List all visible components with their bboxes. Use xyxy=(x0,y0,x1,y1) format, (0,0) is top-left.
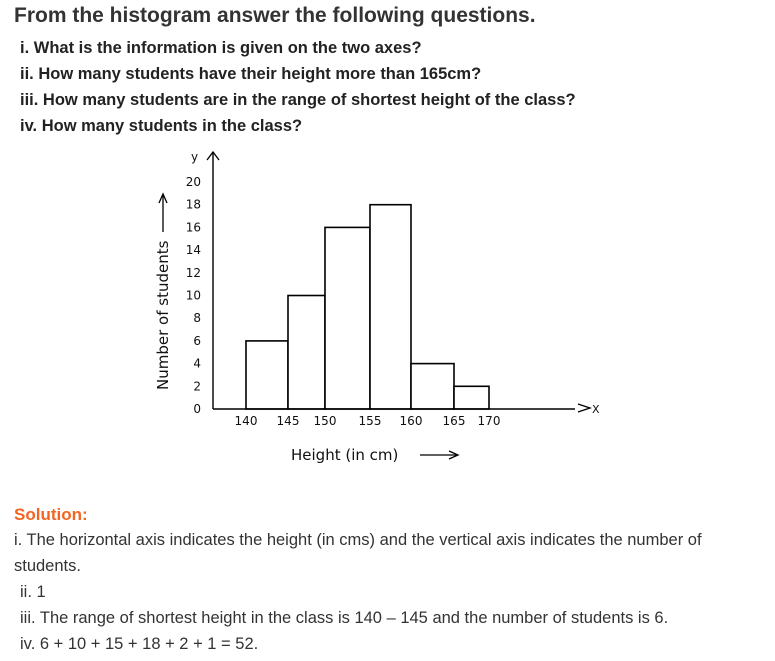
answer-item: iii. The range of shortest height in the class is 140 – 145 and the number of students is 6. xyxy=(20,609,669,627)
y-axis-label: Number of students xyxy=(154,240,172,390)
histogram-bar xyxy=(370,205,411,409)
histogram-bar xyxy=(411,364,454,409)
histogram-bar xyxy=(454,386,489,409)
y-tick-label: 10 xyxy=(185,288,201,303)
solution-heading: Solution: xyxy=(14,505,88,524)
answer-item: ii. 1 xyxy=(20,583,46,601)
x-axis-symbol: X xyxy=(592,403,600,416)
x-tick-label: 160 xyxy=(399,414,423,428)
y-tick-label: 16 xyxy=(185,220,201,235)
y-tick-label: 6 xyxy=(193,333,201,348)
histogram-bar xyxy=(288,296,325,410)
x-axis-label: Height (in cm) xyxy=(291,446,399,464)
y-tick-label: 12 xyxy=(185,265,201,280)
histogram-bar xyxy=(246,341,288,409)
histogram-bar xyxy=(325,227,370,409)
question-item: ii. How many students have their height more than 165cm? xyxy=(20,65,482,83)
y-tick-label: 0 xyxy=(193,402,201,416)
question-item: iv. How many students in the class? xyxy=(20,117,303,135)
question-item: iii. How many students are in the range of shortest height of the class? xyxy=(20,91,576,109)
y-axis-symbol: y xyxy=(191,150,199,164)
x-tick-label: 150 xyxy=(313,414,337,428)
x-tick-label: 140 xyxy=(234,414,258,428)
y-tick-label: 2 xyxy=(193,379,201,394)
x-axis-arrowhead xyxy=(578,404,590,412)
x-tick-label: 165 xyxy=(442,414,466,428)
histogram-chart xyxy=(0,140,775,480)
y-tick-label: 8 xyxy=(193,311,201,326)
y-tick-label: 14 xyxy=(185,243,201,258)
y-tick-label: 20 xyxy=(185,175,201,189)
question-list xyxy=(20,35,576,139)
page-title: From the histogram answer the following questions. xyxy=(14,4,536,27)
y-tick-label: 18 xyxy=(185,197,201,212)
x-tick-label: 145 xyxy=(276,414,300,428)
x-tick-label: 170 xyxy=(477,414,501,428)
answer-item: iv. 6 + 10 + 15 + 18 + 2 + 1 = 52. xyxy=(20,635,259,653)
y-tick-label: 4 xyxy=(193,356,201,371)
answer-list xyxy=(14,527,766,657)
x-tick-label: 155 xyxy=(358,414,382,428)
question-item: i. What is the information is given on the two axes? xyxy=(20,39,422,57)
answer-item: i. The horizontal axis indicates the height (in cms) and the vertical axis indicates the number of students. xyxy=(14,531,702,575)
